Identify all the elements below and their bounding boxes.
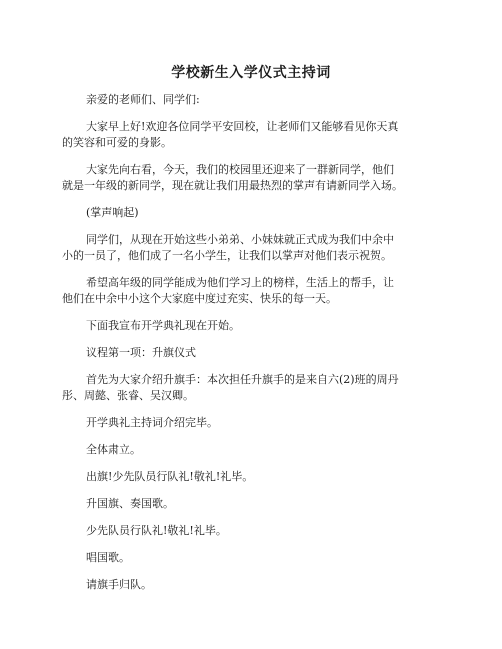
paragraph [62, 523, 442, 539]
paragraph-line: 大家先向右看，今天，我们的校园里还迎来了一群新同学，他们 [86, 163, 394, 176]
paragraph [62, 162, 442, 194]
paragraph-line: 大家早上好!欢迎各位同学平安回校，让老师们又能够看见你天真 [86, 120, 399, 133]
paragraph [62, 92, 442, 108]
paragraph-line: 小的一员了，他们成了一名小学生，让我们以掌声对他们表示祝贺。 [62, 249, 392, 262]
document-title: 学校新生入学仪式主持词 [171, 65, 331, 81]
paragraph-line: 就是一年级的新同学，现在就让我们用最热烈的掌声有请新同学入场。 [62, 179, 403, 192]
paragraph-line: 他们在中余中小这个大家庭中度过充实、快乐的每一天。 [62, 292, 337, 305]
paragraph [62, 205, 442, 221]
paragraph [62, 496, 442, 512]
paragraph-line: 请旗手归队。 [86, 578, 152, 591]
paragraph [62, 577, 442, 593]
paragraph [62, 232, 442, 264]
document-body [62, 92, 442, 604]
paragraph-line: 少先队员行队礼!敬礼!礼毕。 [86, 524, 227, 537]
paragraph-line: 下面我宣布开学典礼现在开始。 [86, 319, 240, 332]
paragraph-line: 彤、周懿、张睿、吴汉卿。 [62, 389, 194, 402]
paragraph [62, 442, 442, 458]
paragraph [62, 372, 442, 404]
paragraph [62, 119, 442, 151]
paragraph-line: 全体肃立。 [86, 443, 141, 456]
paragraph-line: 首先为大家介绍升旗手：本次担任升旗手的是来自六(2)班的周丹 [86, 373, 399, 386]
paragraph-line: (掌声响起) [86, 206, 139, 219]
paragraph [62, 415, 442, 431]
paragraph-line: 希望高年级的同学能成为他们学习上的榜样，生活上的帮手，让 [86, 276, 394, 289]
paragraph [62, 469, 442, 485]
paragraph-line: 出旗!少先队员行队礼!敬礼!礼毕。 [86, 470, 254, 483]
paragraph [62, 275, 442, 307]
paragraph [62, 550, 442, 566]
paragraph-line: 升国旗、奏国歌。 [86, 497, 174, 510]
paragraph-line: 开学典礼主持词介绍完毕。 [86, 416, 218, 429]
paragraph-line: 唱国歌。 [86, 551, 130, 564]
paragraph [62, 345, 442, 361]
paragraph-line: 同学们，从现在开始这些小弟弟、小妹妹就正式成为我们中余中 [86, 233, 394, 246]
paragraph [62, 318, 442, 334]
paragraph-line: 的笑容和可爱的身影。 [62, 136, 172, 149]
paragraph-line: 议程第一项：升旗仪式 [86, 346, 196, 359]
paragraph-line: 亲爱的老师们、同学们: [86, 93, 200, 106]
